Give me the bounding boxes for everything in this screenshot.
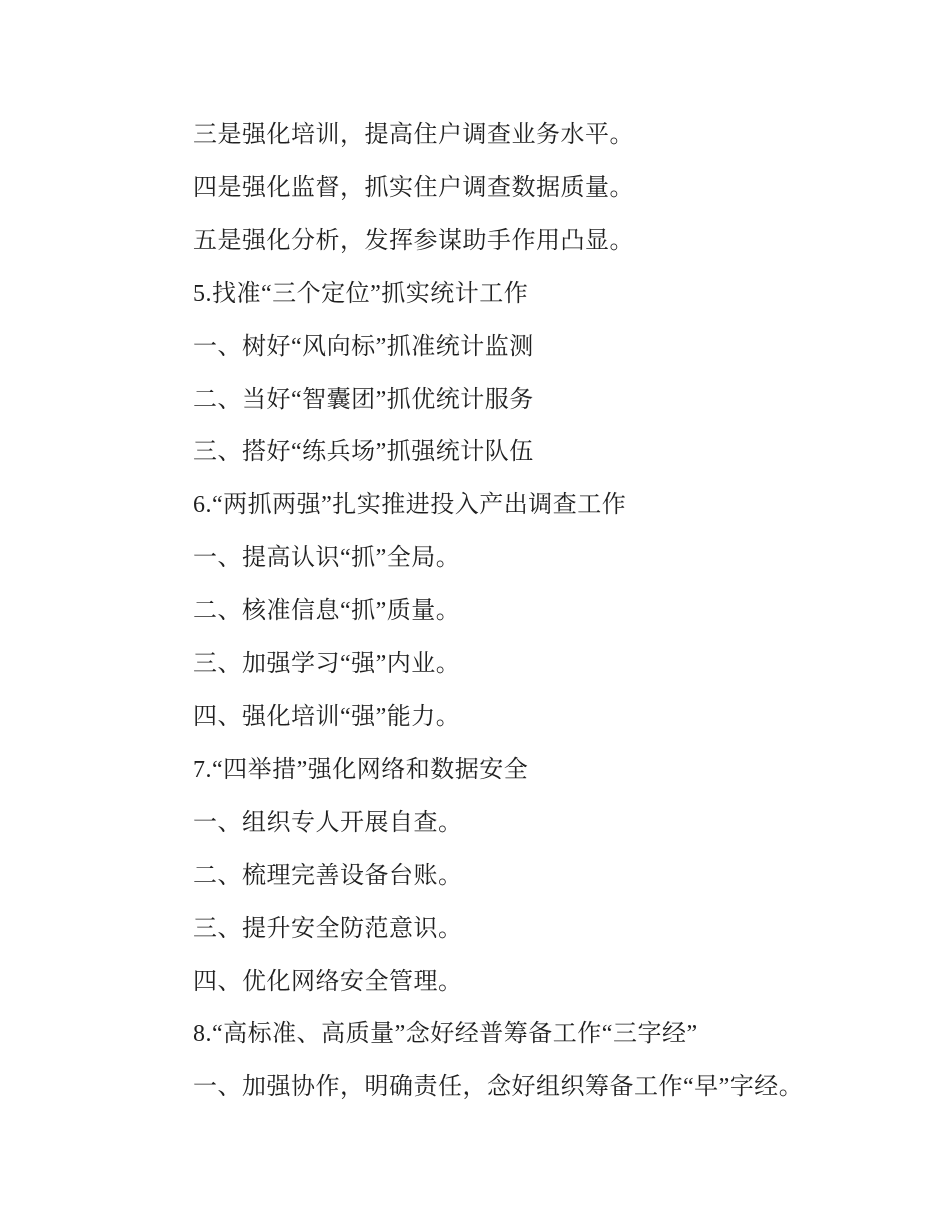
list-item-line: 二、梳理完善设备台账。: [193, 862, 463, 889]
list-item-line: 二、当好“智囊团”抓优统计服务: [193, 386, 534, 413]
list-item-line: 一、树好“风向标”抓准统计监测: [193, 333, 534, 360]
section-heading-line: 5.找准“三个定位”抓实统计工作: [193, 280, 529, 307]
list-item-line: 二、核准信息“抓”质量。: [193, 598, 461, 625]
list-item-line: 三、加强学习“强”内业。: [193, 651, 461, 678]
section-heading-line: 8.“高标准、高质量”念好经普筹备工作“三字经”: [193, 1021, 698, 1048]
list-item-line: 一、组织专人开展自查。: [193, 809, 463, 836]
list-item-line: 四、强化培训“强”能力。: [193, 703, 461, 730]
list-item-line: 三、搭好“练兵场”抓强统计队伍: [193, 439, 534, 466]
list-item-line: 三是强化培训，提高住户调查业务水平。: [193, 122, 634, 148]
list-item-line: 一、提高认识“抓”全局。: [193, 545, 461, 572]
section-heading-line: 7.“四举措”强化网络和数据安全: [193, 756, 529, 783]
list-item-line: 三、提升安全防范意识。: [193, 915, 463, 942]
list-item-line: 一、加强协作，明确责任，念好组织筹备工作“早”字经。: [193, 1074, 804, 1101]
list-item-line: 四是强化监督，抓实住户调查数据质量。: [193, 174, 634, 201]
list-item-line: 四、优化网络安全管理。: [193, 968, 463, 995]
section-heading-line: 6.“两抓两强”扎实推进投入产出调查工作: [193, 492, 627, 519]
list-item-line: 五是强化分析，发挥参谋助手作用凸显。: [193, 227, 634, 254]
